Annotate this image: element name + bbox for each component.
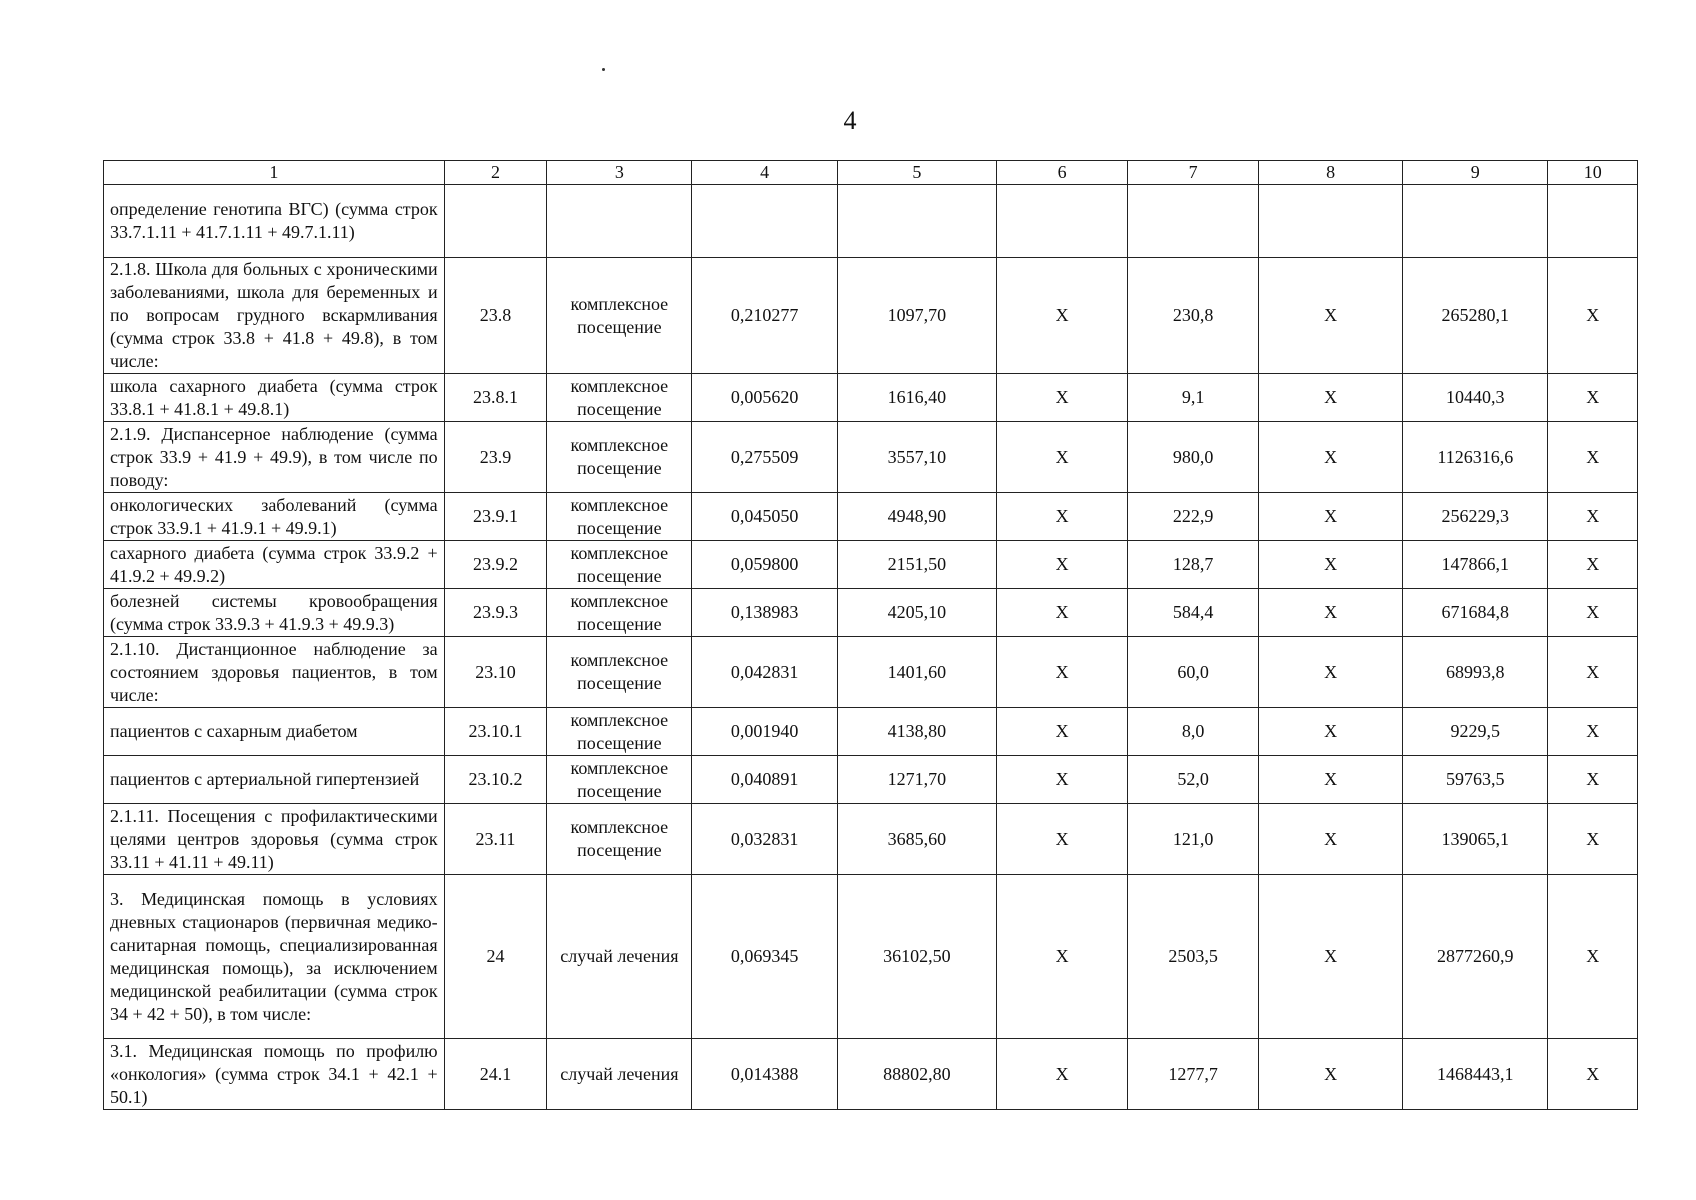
cell-col8: Х	[1259, 1039, 1403, 1110]
row-unit: комплексное посещение	[547, 422, 692, 493]
cell-col7: 9,1	[1128, 374, 1259, 422]
row-unit: комплексное посещение	[547, 493, 692, 541]
table-row	[104, 374, 1638, 422]
cell-col9: 256229,3	[1403, 493, 1548, 541]
table-row	[104, 756, 1638, 804]
row-code: 23.9.3	[444, 589, 547, 637]
cell-col4: 0,042831	[692, 637, 837, 708]
cell-col4: 0,275509	[692, 422, 837, 493]
table-row	[104, 875, 1638, 1039]
row-name: сахарного диабета (сумма строк 33.9.2 + 41.9.2 + 49.9.2)	[104, 541, 445, 589]
cell-col5: 3685,60	[837, 804, 996, 875]
row-name: 2.1.10. Дистанционное наблюдение за состоянием здоровья пациентов, в том числе:	[104, 637, 445, 708]
cell-col10: Х	[1548, 493, 1638, 541]
table-row	[104, 493, 1638, 541]
cell-col4: 0,045050	[692, 493, 837, 541]
table-row	[104, 185, 1638, 258]
row-name: 3. Медицинская помощь в условиях дневных стационаров (первичная медико-санитарная помощь, специализированная медицинская помощь), за исключением медицинской реабилитации (сумма строк 34 + 42 + 50), в том числе:	[104, 875, 445, 1039]
cell-col8: Х	[1259, 541, 1403, 589]
cell-col5: 88802,80	[837, 1039, 996, 1110]
row-unit: комплексное посещение	[547, 756, 692, 804]
cell-col5: 4138,80	[837, 708, 996, 756]
row-code: 23.8	[444, 258, 547, 374]
cell-col8: Х	[1259, 589, 1403, 637]
table-row	[104, 589, 1638, 637]
cell-col9: 68993,8	[1403, 637, 1548, 708]
cell-col5: 36102,50	[837, 875, 996, 1039]
cell-col8: Х	[1259, 804, 1403, 875]
cell-col9: 1468443,1	[1403, 1039, 1548, 1110]
row-name: определение генотипа ВГС) (сумма строк 33.7.1.11 + 41.7.1.11 + 49.7.1.11)	[104, 185, 445, 258]
cell-col6: Х	[997, 1039, 1128, 1110]
cell-col9: 671684,8	[1403, 589, 1548, 637]
cell-col10: Х	[1548, 708, 1638, 756]
cell-col6: Х	[997, 875, 1128, 1039]
cell-col9	[1403, 185, 1548, 258]
cell-col6: Х	[997, 708, 1128, 756]
cell-col8: Х	[1259, 708, 1403, 756]
column-header: 7	[1128, 161, 1259, 185]
table-row	[104, 804, 1638, 875]
cell-col8: Х	[1259, 875, 1403, 1039]
cell-col7: 52,0	[1128, 756, 1259, 804]
cell-col9: 10440,3	[1403, 374, 1548, 422]
cell-col7: 128,7	[1128, 541, 1259, 589]
cell-col6: Х	[997, 374, 1128, 422]
cell-col10: Х	[1548, 804, 1638, 875]
cell-col10: Х	[1548, 374, 1638, 422]
cell-col5: 1271,70	[837, 756, 996, 804]
table-row	[104, 637, 1638, 708]
row-unit	[547, 185, 692, 258]
cell-col9: 59763,5	[1403, 756, 1548, 804]
column-header: 1	[104, 161, 445, 185]
column-header: 5	[837, 161, 996, 185]
cell-col5: 1616,40	[837, 374, 996, 422]
cell-col4	[692, 185, 837, 258]
cell-col6: Х	[997, 589, 1128, 637]
row-name: онкологических заболеваний (сумма строк 33.9.1 + 41.9.1 + 49.9.1)	[104, 493, 445, 541]
data-table	[103, 160, 1638, 1110]
cell-col10: Х	[1548, 637, 1638, 708]
cell-col8: Х	[1259, 422, 1403, 493]
cell-col4: 0,069345	[692, 875, 837, 1039]
cell-col8: Х	[1259, 374, 1403, 422]
column-header: 3	[547, 161, 692, 185]
cell-col10: Х	[1548, 258, 1638, 374]
row-unit: комплексное посещение	[547, 637, 692, 708]
row-code: 23.10	[444, 637, 547, 708]
table-row	[104, 422, 1638, 493]
column-number-row	[104, 161, 1638, 185]
cell-col4: 0,210277	[692, 258, 837, 374]
cell-col5: 4205,10	[837, 589, 996, 637]
cell-col6: Х	[997, 422, 1128, 493]
cell-col4: 0,001940	[692, 708, 837, 756]
cell-col4: 0,059800	[692, 541, 837, 589]
row-unit: комплексное посещение	[547, 258, 692, 374]
cell-col9: 139065,1	[1403, 804, 1548, 875]
cell-col7	[1128, 185, 1259, 258]
cell-col9: 265280,1	[1403, 258, 1548, 374]
row-name: 2.1.8. Школа для больных с хроническими заболеваниями, школа для беременных и по вопросам грудного вскармливания (сумма строк 33.8 + 41.8 + 49.8), в том числе:	[104, 258, 445, 374]
column-header: 2	[444, 161, 547, 185]
row-code: 23.11	[444, 804, 547, 875]
cell-col5	[837, 185, 996, 258]
cell-col7: 60,0	[1128, 637, 1259, 708]
cell-col10: Х	[1548, 541, 1638, 589]
row-name: пациентов с артериальной гипертензией	[104, 756, 445, 804]
table-row	[104, 541, 1638, 589]
row-code: 23.9.1	[444, 493, 547, 541]
scan-speck	[602, 68, 605, 71]
cell-col5: 2151,50	[837, 541, 996, 589]
cell-col5: 4948,90	[837, 493, 996, 541]
cell-col10	[1548, 185, 1638, 258]
row-unit: случай лечения	[547, 875, 692, 1039]
row-unit: комплексное посещение	[547, 541, 692, 589]
cell-col6: Х	[997, 637, 1128, 708]
cell-col4: 0,014388	[692, 1039, 837, 1110]
column-header: 4	[692, 161, 837, 185]
cell-col10: Х	[1548, 756, 1638, 804]
cell-col5: 3557,10	[837, 422, 996, 493]
cell-col10: Х	[1548, 1039, 1638, 1110]
cell-col6: Х	[997, 258, 1128, 374]
cell-col7: 230,8	[1128, 258, 1259, 374]
cell-col6: Х	[997, 541, 1128, 589]
cell-col5: 1401,60	[837, 637, 996, 708]
cell-col9: 2877260,9	[1403, 875, 1548, 1039]
cell-col7: 121,0	[1128, 804, 1259, 875]
column-header: 9	[1403, 161, 1548, 185]
cell-col7: 222,9	[1128, 493, 1259, 541]
cell-col9: 147866,1	[1403, 541, 1548, 589]
row-code: 23.10.1	[444, 708, 547, 756]
row-unit: случай лечения	[547, 1039, 692, 1110]
cell-col6: Х	[997, 493, 1128, 541]
column-header: 8	[1259, 161, 1403, 185]
cell-col9: 1126316,6	[1403, 422, 1548, 493]
column-header: 6	[997, 161, 1128, 185]
cell-col6: Х	[997, 756, 1128, 804]
row-name: пациентов с сахарным диабетом	[104, 708, 445, 756]
cell-col7: 1277,7	[1128, 1039, 1259, 1110]
cell-col4: 0,005620	[692, 374, 837, 422]
cell-col7: 2503,5	[1128, 875, 1259, 1039]
table-row	[104, 258, 1638, 374]
cell-col9: 9229,5	[1403, 708, 1548, 756]
row-name: болезней системы кровообращения (сумма строк 33.9.3 + 41.9.3 + 49.9.3)	[104, 589, 445, 637]
page-number: 4	[843, 106, 857, 135]
row-code: 23.8.1	[444, 374, 547, 422]
cell-col7: 584,4	[1128, 589, 1259, 637]
row-unit: комплексное посещение	[547, 804, 692, 875]
row-unit: комплексное посещение	[547, 374, 692, 422]
cell-col8	[1259, 185, 1403, 258]
cell-col6	[997, 185, 1128, 258]
cell-col6: Х	[997, 804, 1128, 875]
cell-col10: Х	[1548, 875, 1638, 1039]
row-code: 23.10.2	[444, 756, 547, 804]
cell-col4: 0,032831	[692, 804, 837, 875]
row-name: 2.1.11. Посещения с профилактическими целями центров здоровья (сумма строк 33.11 + 41.11 + 49.11)	[104, 804, 445, 875]
cell-col8: Х	[1259, 637, 1403, 708]
column-header: 10	[1548, 161, 1638, 185]
row-name: школа сахарного диабета (сумма строк 33.8.1 + 41.8.1 + 49.8.1)	[104, 374, 445, 422]
row-unit: комплексное посещение	[547, 589, 692, 637]
cell-col10: Х	[1548, 589, 1638, 637]
table-row	[104, 1039, 1638, 1110]
row-code: 24	[444, 875, 547, 1039]
row-name: 2.1.9. Диспансерное наблюдение (сумма строк 33.9 + 41.9 + 49.9), в том числе по поводу:	[104, 422, 445, 493]
row-code: 23.9	[444, 422, 547, 493]
cell-col7: 980,0	[1128, 422, 1259, 493]
row-unit: комплексное посещение	[547, 708, 692, 756]
row-code	[444, 185, 547, 258]
row-code: 24.1	[444, 1039, 547, 1110]
cell-col8: Х	[1259, 493, 1403, 541]
cell-col8: Х	[1259, 258, 1403, 374]
cell-col5: 1097,70	[837, 258, 996, 374]
row-code: 23.9.2	[444, 541, 547, 589]
table-row	[104, 708, 1638, 756]
row-name: 3.1. Медицинская помощь по профилю «онкология» (сумма строк 34.1 + 42.1 + 50.1)	[104, 1039, 445, 1110]
cell-col4: 0,040891	[692, 756, 837, 804]
cell-col7: 8,0	[1128, 708, 1259, 756]
cell-col4: 0,138983	[692, 589, 837, 637]
cell-col10: Х	[1548, 422, 1638, 493]
cell-col8: Х	[1259, 756, 1403, 804]
